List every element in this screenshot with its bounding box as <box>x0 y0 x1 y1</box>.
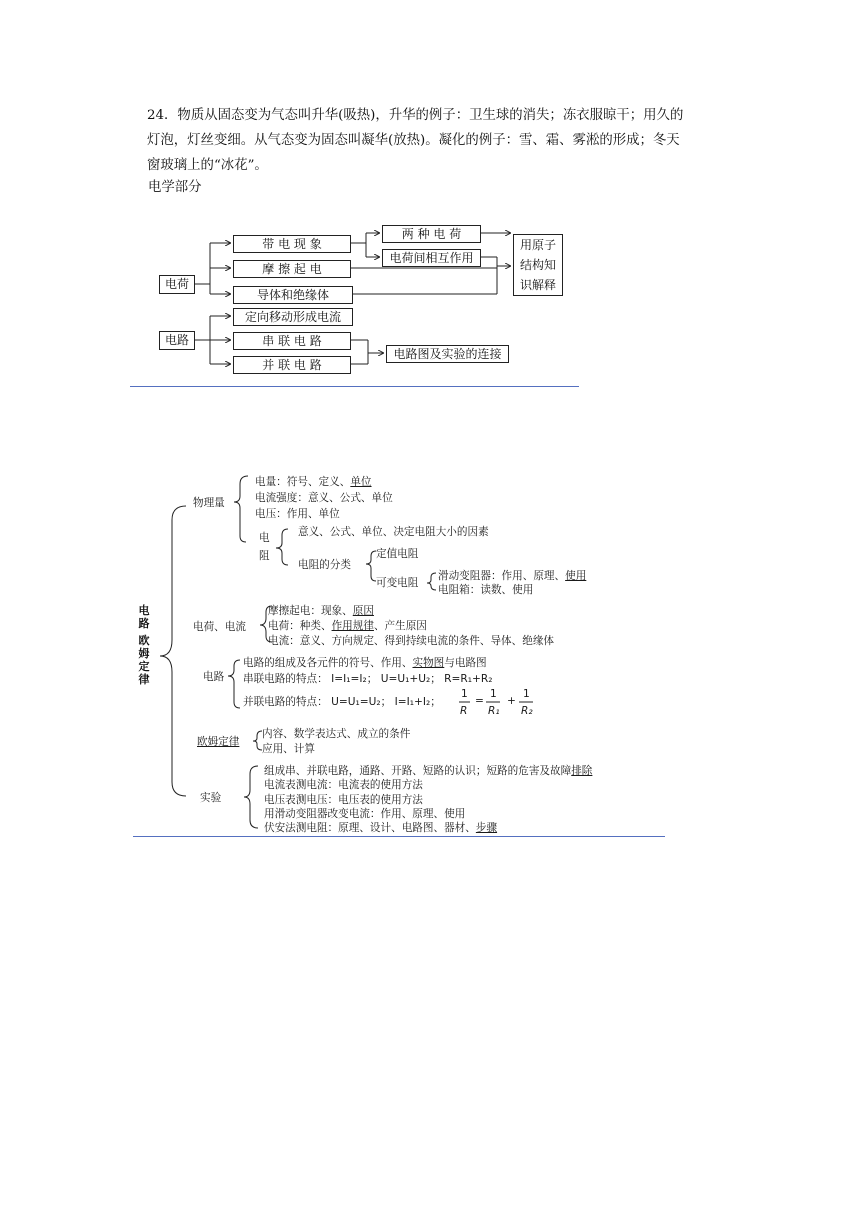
circuit-diagram-box: 电路图及实验的连接 <box>386 345 509 363</box>
paragraph-line-2: 灯泡，灯丝变细。从气态变为固态叫凝华(放热)。凝化的例子：雪、霜、雾淞的形成；冬天 <box>147 133 680 148</box>
friction-text: 摩擦起电：现象、 <box>268 605 353 617</box>
formula-numerator-2: 1 <box>490 688 497 700</box>
atom-line-3: 识解释 <box>519 278 556 292</box>
paragraph-line-1: 24．物质从固态变为气态叫升华(吸热)，升华的例子：卫生球的消失；冻衣服晾干；用久的 <box>147 108 684 123</box>
formula-denominator-r2: R₂ <box>521 705 533 717</box>
charge-types-text: 电荷：种类、 <box>268 620 332 632</box>
variable-resistor: 可变电阻 <box>376 577 419 589</box>
rheostat-use: 使用 <box>565 570 587 582</box>
parallel-features: 并联电路的特点： U=U₁=U₂； I=I₁+I₂； <box>243 696 441 708</box>
charge-interaction-law: 作用规律 <box>331 620 374 632</box>
charge-types <box>268 618 427 633</box>
rheostat <box>438 568 586 583</box>
charge-origin: 、产生原因 <box>373 620 427 632</box>
experiment-2: 电流表测电流：电流表的使用方法 <box>264 779 423 791</box>
ohm-application: 应用、计算 <box>262 743 315 755</box>
formula-numerator-3: 1 <box>523 688 530 700</box>
resistance-classification: 电阻的分类 <box>298 559 351 571</box>
section-title: 电学部分 <box>148 180 202 195</box>
rheostat-text: 滑动变阻器：作用、原理、 <box>438 570 566 582</box>
resistance-box: 电阻箱：读数、使用 <box>438 584 534 596</box>
friction-box: 摩 擦 起 电 <box>233 260 351 278</box>
current-description: 电流：意义、方向规定、得到持续电流的条件、导体、绝缘体 <box>268 635 555 647</box>
fixed-resistor: 定值电阻 <box>376 548 419 560</box>
friction-electrification <box>268 603 374 618</box>
series-features: 串联电路的特点： I=I₁=I₂； U=U₁+U₂； R=R₁+R₂ <box>243 673 493 685</box>
conductor-box: 导体和绝缘体 <box>233 286 353 304</box>
quantity-charge-unit: 单位 <box>350 476 372 488</box>
experiment-1 <box>264 763 592 778</box>
atom-line-1: 用原子 <box>519 238 556 252</box>
resistance-label-2: 阻 <box>259 550 270 562</box>
circuit-box: 电路 <box>159 331 195 350</box>
formula-equals: = <box>475 695 484 707</box>
experiment-5 <box>264 820 497 835</box>
experiment-1-text: 组成串、并联电路，通路、开路、短路的认识；短路的危害及故障 <box>264 765 572 777</box>
formula-plus: + <box>507 695 516 707</box>
tree-root-circuit: 电路 <box>138 604 150 630</box>
parallel-box: 并 联 电 路 <box>233 356 351 374</box>
experiment-1-troubleshoot: 排除 <box>571 765 593 777</box>
circuit-physical-diagram: 实物图 <box>412 657 445 669</box>
paragraph-line-3: 窗玻璃上的“冰花”。 <box>147 158 268 173</box>
experiment-5-text: 伏安法测电阻：原理、设计、电路图、器材、 <box>264 822 476 834</box>
formula-denominator-r1: R₁ <box>488 705 500 717</box>
two-charges-box: 两 种 电 荷 <box>382 225 481 243</box>
experiment-label: 实验 <box>200 792 222 804</box>
friction-cause: 原因 <box>352 605 374 617</box>
experiment-5-steps: 步骤 <box>475 822 498 834</box>
ohm-law-label: 欧姆定律 <box>197 736 240 748</box>
divider-line-bottom <box>133 836 665 837</box>
resistance-label-1: 电 <box>259 532 270 544</box>
formula-numerator-1: 1 <box>461 688 468 700</box>
interaction-box: 电荷间相互作用 <box>382 249 481 267</box>
ohm-content: 内容、数学表达式、成立的条件 <box>262 728 411 740</box>
resistance-meaning: 意义、公式、单位、决定电阻大小的因素 <box>298 526 489 538</box>
electrification-box: 带 电 现 象 <box>233 235 351 253</box>
physical-quantities-label: 物理量 <box>193 497 225 509</box>
quantity-voltage: 电压：作用、单位 <box>255 508 340 520</box>
quantity-charge-text: 电量：符号、定义、 <box>255 476 351 488</box>
charge-current-label: 电荷、电流 <box>193 621 246 633</box>
formula-denominator-r: R <box>460 705 468 717</box>
circuit-components-text: 电路的组成及各元件的符号、作用、 <box>243 657 413 669</box>
quantity-charge <box>255 474 372 489</box>
quantity-current: 电流强度：意义、公式、单位 <box>255 492 393 504</box>
tree-root-ohm: 欧姆定律 <box>138 634 150 686</box>
experiment-4: 用滑动变阻器改变电流：作用、原理、使用 <box>264 808 466 820</box>
charge-box: 电荷 <box>159 275 195 294</box>
atom-line-2: 结构知 <box>519 258 556 272</box>
experiment-3: 电压表测电压：电压表的使用方法 <box>264 794 423 806</box>
series-box: 串 联 电 路 <box>233 332 351 350</box>
circuit-label: 电路 <box>203 671 225 683</box>
circuit-components <box>243 655 487 670</box>
current-box: 定向移动形成电流 <box>233 308 353 326</box>
circuit-diagram-text: 与电路图 <box>444 657 487 669</box>
